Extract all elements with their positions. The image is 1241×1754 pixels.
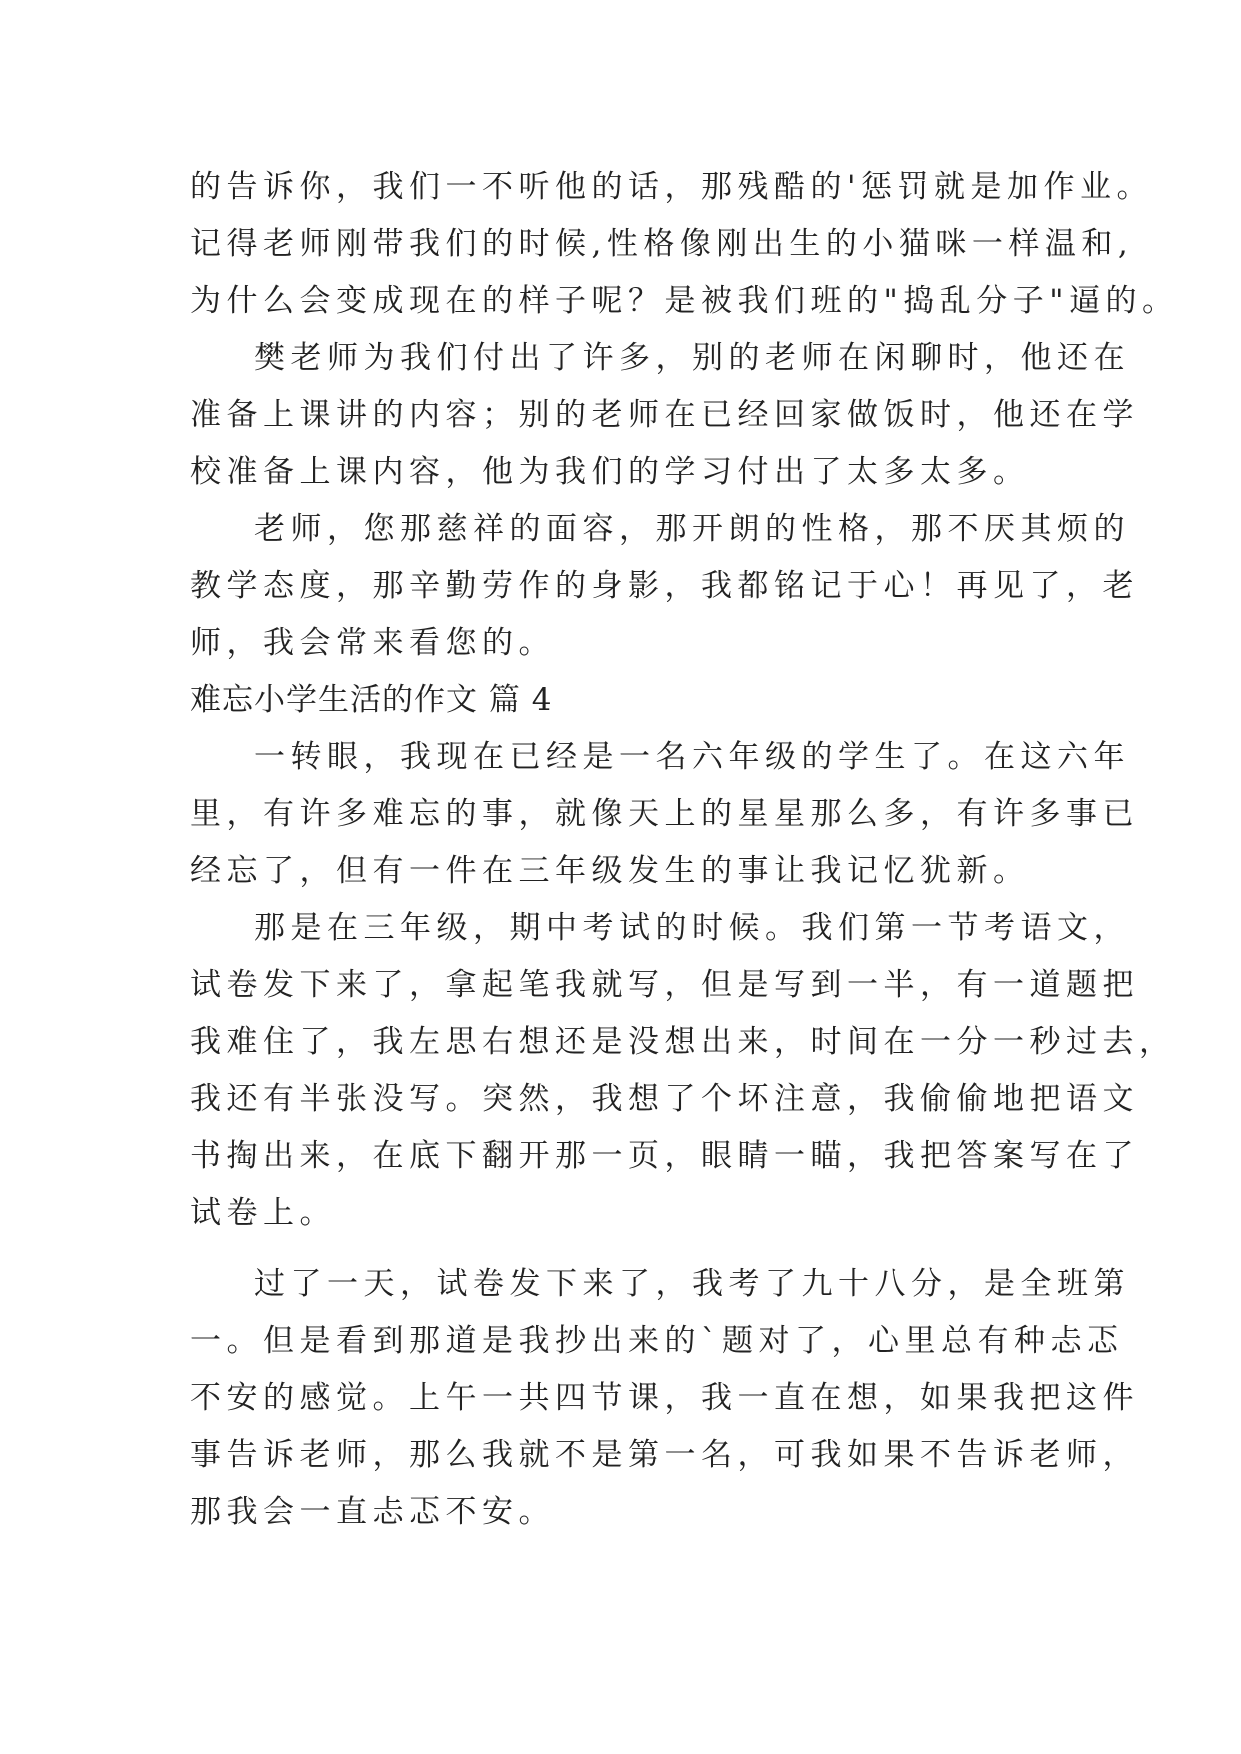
text-line: 我还有半张没写。突然，我想了个坏注意，我偷偷地把语文 — [190, 1081, 1139, 1117]
text-line: 不安的感觉。上午一共四节课，我一直在想，如果我把这件 — [190, 1380, 1139, 1416]
text-line: 准备上课讲的内容；别的老师在已经回家做饭时，他还在学 — [190, 397, 1139, 433]
paragraph-first-line: 樊老师为我们付出了许多，别的老师在闲聊时，他还在 — [254, 340, 1130, 376]
text-line: 校准备上课内容，他为我们的学习付出了太多太多。 — [190, 454, 1030, 490]
text-line: 师，我会常来看您的。 — [190, 625, 555, 661]
text-line: 一。但是看到那道是我抄出来的`题对了，心里总有种忐忑 — [190, 1323, 1124, 1359]
section-heading: 难忘小学生活的作文 篇 4 — [190, 682, 553, 718]
text-line: 为什么会变成现在的样子呢？是被我们班的"捣乱分子"逼的。 — [190, 283, 1179, 319]
text-line: 经忘了，但有一件在三年级发生的事让我记忆犹新。 — [190, 853, 1030, 889]
text-line: 书掏出来，在底下翻开那一页，眼睛一瞄，我把答案写在了 — [190, 1138, 1139, 1174]
text-line: 试卷发下来了，拿起笔我就写，但是写到一半，有一道题把 — [190, 967, 1139, 1003]
text-line: 的告诉你，我们一不听他的话，那残酷的'惩罚就是加作业。 — [190, 169, 1154, 205]
paragraph-first-line: 一转眼，我现在已经是一名六年级的学生了。在这六年 — [254, 739, 1130, 775]
text-line: 事告诉老师，那么我就不是第一名，可我如果不告诉老师， — [190, 1437, 1139, 1473]
paragraph-first-line: 过了一天，试卷发下来了，我考了九十八分，是全班第 — [254, 1266, 1130, 1302]
text-line: 里，有许多难忘的事，就像天上的星星那么多，有许多事已 — [190, 796, 1139, 832]
paragraph-first-line: 老师，您那慈祥的面容，那开朗的性格，那不厌其烦的 — [254, 511, 1130, 547]
paragraph-first-line: 那是在三年级，期中考试的时候。我们第一节考语文， — [254, 910, 1130, 946]
text-line: 记得老师刚带我们的时候,性格像刚出生的小猫咪一样温和, — [190, 226, 1134, 262]
text-line: 教学态度，那辛勤劳作的身影，我都铭记于心！再见了，老 — [190, 568, 1139, 604]
text-line: 我难住了，我左思右想还是没想出来，时间在一分一秒过去， — [190, 1024, 1176, 1060]
text-line: 试卷上。 — [190, 1195, 336, 1231]
text-line: 那我会一直忐忑不安。 — [190, 1494, 555, 1530]
